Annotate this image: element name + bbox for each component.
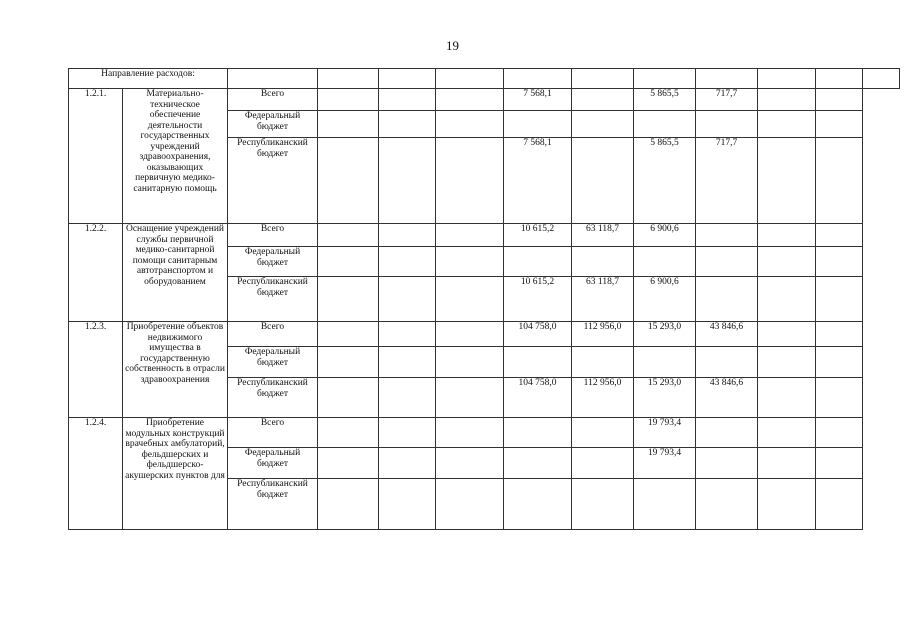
amount-cell — [634, 479, 696, 530]
amount-cell — [816, 277, 863, 322]
amount-cell — [379, 138, 436, 224]
amount-cell: 19 793,4 — [634, 418, 696, 448]
amount-cell — [436, 89, 504, 111]
amount-cell — [816, 247, 863, 277]
item-code: 1.2.4. — [69, 418, 123, 530]
header-empty-cell — [758, 69, 816, 89]
header-empty-cell — [228, 69, 318, 89]
amount-cell — [758, 224, 816, 247]
amount-cell — [816, 111, 863, 138]
amount-cell — [379, 322, 436, 347]
amount-cell — [318, 138, 379, 224]
amount-cell — [318, 247, 379, 277]
direction-of-expenditure-label: Направление расходов: — [69, 69, 228, 89]
amount-cell — [504, 479, 572, 530]
amount-cell — [816, 378, 863, 418]
header-empty-cell — [504, 69, 572, 89]
header-empty-cell — [634, 69, 696, 89]
funding-source: Федеральный бюджет — [228, 247, 318, 277]
amount-cell — [758, 89, 816, 111]
header-empty-cell — [436, 69, 504, 89]
header-empty-cell — [863, 69, 900, 89]
amount-cell — [572, 138, 634, 224]
amount-cell: 15 293,0 — [634, 378, 696, 418]
amount-cell — [318, 111, 379, 138]
amount-cell: 104 758,0 — [504, 378, 572, 418]
amount-cell: 6 900,6 — [634, 224, 696, 247]
amount-cell: 5 865,5 — [634, 138, 696, 224]
amount-cell — [436, 347, 504, 378]
funding-source: Федеральный бюджет — [228, 448, 318, 479]
amount-cell — [758, 479, 816, 530]
amount-cell — [379, 448, 436, 479]
amount-cell — [379, 418, 436, 448]
item-name: Оснащение учреждений службы первичной медико-санитарной помощи санитарным автотранспортом и оборудованием — [123, 224, 228, 322]
amount-cell — [318, 378, 379, 418]
amount-cell: 10 615,2 — [504, 277, 572, 322]
item-name: Приобретение модульных конструкций врачебных амбулаторий, фельдшерских и фельдшерско-акушерских пунктов для — [123, 418, 228, 530]
amount-cell — [318, 89, 379, 111]
funding-source: Федеральный бюджет — [228, 347, 318, 378]
funding-source: Всего — [228, 89, 318, 111]
amount-cell — [634, 111, 696, 138]
amount-cell — [504, 247, 572, 277]
amount-cell — [379, 277, 436, 322]
amount-cell: 19 793,4 — [634, 448, 696, 479]
item-name: Материально-техническое обеспечение деятельности государственных учреждений здравоохранения, оказывающих первичную медико-санитарную помощь — [123, 89, 228, 224]
amount-cell — [436, 277, 504, 322]
item-code: 1.2.3. — [69, 322, 123, 418]
amount-cell — [436, 479, 504, 530]
amount-cell — [634, 347, 696, 378]
amount-cell — [379, 247, 436, 277]
amount-cell — [696, 111, 758, 138]
amount-cell: 15 293,0 — [634, 322, 696, 347]
amount-cell: 7 568,1 — [504, 138, 572, 224]
amount-cell — [696, 224, 758, 247]
amount-cell — [379, 347, 436, 378]
header-empty-cell — [572, 69, 634, 89]
amount-cell — [436, 378, 504, 418]
amount-cell — [379, 89, 436, 111]
amount-cell — [436, 322, 504, 347]
amount-cell — [318, 418, 379, 448]
amount-cell — [758, 378, 816, 418]
funding-source: Всего — [228, 224, 318, 247]
amount-cell — [758, 347, 816, 378]
amount-cell — [758, 322, 816, 347]
item-name: Приобретение объектов недвижимого имущества в государственную собственность в отрасли здравоохранения — [123, 322, 228, 418]
amount-cell — [504, 111, 572, 138]
amount-cell — [379, 378, 436, 418]
amount-cell — [572, 479, 634, 530]
amount-cell — [379, 224, 436, 247]
funding-source: Республиканский бюджет — [228, 138, 318, 224]
funding-source: Всего — [228, 418, 318, 448]
amount-cell — [436, 418, 504, 448]
amount-cell — [816, 138, 863, 224]
funding-source: Республиканский бюджет — [228, 479, 318, 530]
amount-cell — [572, 448, 634, 479]
header-empty-cell — [816, 69, 863, 89]
amount-cell — [436, 448, 504, 479]
amount-cell — [572, 347, 634, 378]
amount-cell — [758, 111, 816, 138]
amount-cell — [318, 347, 379, 378]
amount-cell — [696, 247, 758, 277]
funding-source: Республиканский бюджет — [228, 277, 318, 322]
amount-cell — [318, 479, 379, 530]
table-row — [69, 418, 900, 448]
expenditure-table — [68, 68, 900, 530]
amount-cell — [758, 277, 816, 322]
amount-cell: 63 118,7 — [572, 277, 634, 322]
amount-cell: 43 846,6 — [696, 378, 758, 418]
amount-cell — [696, 479, 758, 530]
amount-cell — [758, 418, 816, 448]
amount-cell — [758, 448, 816, 479]
amount-cell — [379, 479, 436, 530]
amount-cell — [572, 418, 634, 448]
amount-cell — [816, 322, 863, 347]
table-row — [69, 89, 900, 111]
amount-cell: 112 956,0 — [572, 378, 634, 418]
amount-cell — [318, 448, 379, 479]
page-number: 19 — [446, 38, 459, 53]
amount-cell — [504, 448, 572, 479]
header-empty-cell — [379, 69, 436, 89]
amount-cell — [816, 479, 863, 530]
amount-cell — [696, 277, 758, 322]
amount-cell — [816, 347, 863, 378]
amount-cell: 5 865,5 — [634, 89, 696, 111]
header-empty-cell — [318, 69, 379, 89]
amount-cell — [504, 418, 572, 448]
funding-source: Республиканский бюджет — [228, 378, 318, 418]
amount-cell: 6 900,6 — [634, 277, 696, 322]
amount-cell — [318, 277, 379, 322]
amount-cell — [758, 247, 816, 277]
amount-cell: 104 758,0 — [504, 322, 572, 347]
header-empty-cell — [696, 69, 758, 89]
amount-cell — [696, 347, 758, 378]
amount-cell — [504, 347, 572, 378]
amount-cell: 717,7 — [696, 89, 758, 111]
amount-cell — [436, 224, 504, 247]
funding-source: Федеральный бюджет — [228, 111, 318, 138]
amount-cell: 63 118,7 — [572, 224, 634, 247]
amount-cell — [572, 111, 634, 138]
item-code: 1.2.2. — [69, 224, 123, 322]
table-row — [69, 322, 900, 347]
amount-cell: 10 615,2 — [504, 224, 572, 247]
amount-cell — [696, 448, 758, 479]
amount-cell — [318, 322, 379, 347]
amount-cell: 112 956,0 — [572, 322, 634, 347]
item-code: 1.2.1. — [69, 89, 123, 224]
amount-cell: 43 846,6 — [696, 322, 758, 347]
amount-cell — [816, 224, 863, 247]
funding-source: Всего — [228, 322, 318, 347]
header-row — [69, 69, 900, 89]
amount-cell — [436, 247, 504, 277]
amount-cell — [436, 111, 504, 138]
amount-cell — [696, 418, 758, 448]
amount-cell — [436, 138, 504, 224]
amount-cell — [816, 418, 863, 448]
amount-cell — [318, 224, 379, 247]
amount-cell — [634, 247, 696, 277]
amount-cell — [572, 89, 634, 111]
amount-cell: 717,7 — [696, 138, 758, 224]
amount-cell — [758, 138, 816, 224]
amount-cell — [379, 111, 436, 138]
amount-cell — [816, 89, 863, 111]
amount-cell — [572, 247, 634, 277]
amount-cell: 7 568,1 — [504, 89, 572, 111]
amount-cell — [816, 448, 863, 479]
table-row — [69, 224, 900, 247]
